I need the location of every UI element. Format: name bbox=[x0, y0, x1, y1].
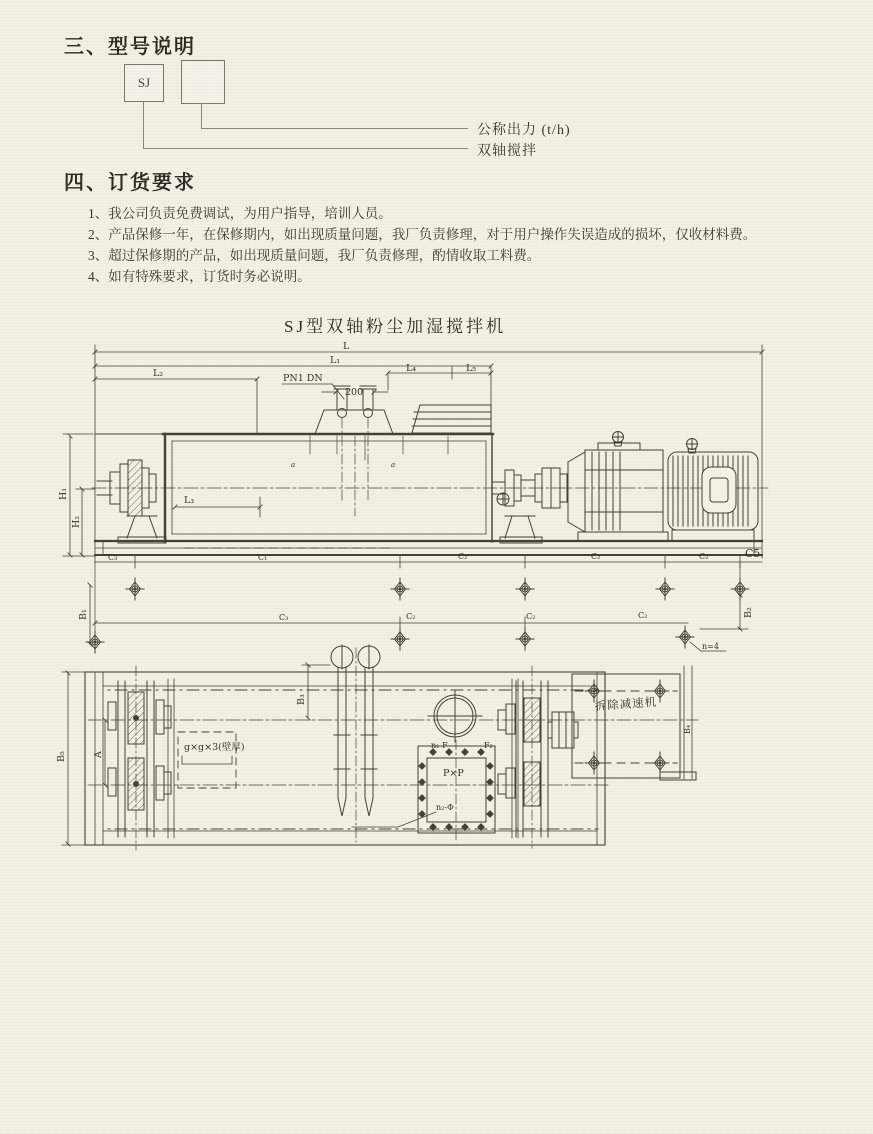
trough-section-note bbox=[178, 732, 245, 788]
dim-label-c: C₂ bbox=[638, 611, 648, 620]
pipe-callout-label: PN1 DN bbox=[283, 373, 323, 384]
dim-label-c: C₂ bbox=[591, 552, 601, 561]
figure-title: SJ型双轴粉尘加湿搅拌机 bbox=[284, 317, 507, 336]
dim-label-c: C₂ bbox=[526, 612, 536, 621]
dim-label-L: L bbox=[343, 341, 350, 352]
inlet-hopper bbox=[315, 410, 393, 434]
section3-title: 三、型号说明 bbox=[64, 36, 196, 58]
section4-title: 四、订货要求 bbox=[64, 172, 196, 194]
dim-label-200: 200 bbox=[345, 387, 364, 398]
plan-view bbox=[56, 645, 698, 850]
model-code: SJ bbox=[137, 75, 151, 90]
left-drive-end bbox=[108, 666, 171, 850]
dim-label-L4: L₄ bbox=[406, 363, 417, 374]
dim-label-c: C₂ bbox=[406, 612, 416, 621]
anchor-count-note: n=4 bbox=[702, 642, 719, 651]
dim-label-L2: L₂ bbox=[153, 368, 164, 379]
dim-label-B1: B₁ bbox=[78, 609, 89, 620]
dim-label-F2: F₂ bbox=[484, 741, 493, 750]
dim-label-L3: L₃ bbox=[184, 495, 195, 506]
bolt-holes-label: n₂-Φ bbox=[436, 803, 454, 812]
dim-label-c: C₂ bbox=[699, 552, 709, 561]
motor bbox=[668, 439, 758, 542]
water-pipes-plan bbox=[331, 645, 380, 842]
reducer-area bbox=[572, 666, 696, 780]
flange-square-label: P×P bbox=[443, 768, 464, 779]
callout-type: 双轴搅拌 bbox=[477, 144, 537, 159]
base-frame bbox=[95, 541, 762, 555]
foundation-plan bbox=[78, 547, 762, 653]
reducer-note-label: 拆除减速机 bbox=[594, 696, 658, 713]
water-inlet-pipes bbox=[334, 386, 376, 516]
wall-note-label: g×g×3(壁厚) bbox=[184, 742, 245, 753]
dim-label-A: A bbox=[93, 751, 104, 758]
requirement-item: 3、超过保修期的产品，如出现质量问题，我厂负责修理，酌情收取工料费。 bbox=[88, 248, 541, 263]
dim-label-c: C₂ bbox=[458, 552, 468, 561]
dim-label-c: C₁ bbox=[258, 553, 268, 562]
gearbox bbox=[568, 432, 668, 542]
dim-label-L1: L₁ bbox=[330, 355, 341, 366]
dim-label-c: C₃ bbox=[279, 613, 289, 622]
callout-capacity: 公称出力 (t/h) bbox=[477, 123, 571, 138]
dim-label-B5: B₅ bbox=[56, 751, 67, 762]
requirement-item: 4、如有特殊要求，订货时务必说明。 bbox=[88, 269, 311, 284]
dim-label-B2: B₂ bbox=[743, 607, 754, 618]
right-drive-end bbox=[498, 666, 548, 848]
flange-circle-label: n₁-F bbox=[431, 741, 448, 750]
coupling-train bbox=[492, 468, 567, 543]
dim-label-B3: B₃ bbox=[296, 694, 307, 705]
weld-mark: a bbox=[391, 461, 396, 469]
requirement-item: 1、我公司负责免费调试，为用户指导，培训人员。 bbox=[88, 206, 392, 221]
plan-coupling bbox=[548, 712, 578, 748]
left-bearing-assembly bbox=[97, 460, 166, 543]
dim-label-B4: B₄ bbox=[683, 724, 692, 734]
dim-label-H2: H₂ bbox=[71, 515, 82, 528]
elevation-view bbox=[58, 341, 768, 563]
requirement-item: 2、产品保修一年，在保修期内，如出现质量问题，我厂负责修理，对于用户操作失误造成的损坏，仅收材料费。 bbox=[88, 227, 757, 242]
weld-mark: a bbox=[291, 461, 296, 469]
inlet-chute bbox=[412, 405, 491, 433]
dim-label-L5: L₅ bbox=[466, 363, 477, 374]
dim-label-H1: H₁ bbox=[58, 487, 69, 500]
dim-label-C5: C5 bbox=[745, 547, 761, 560]
dim-label-c: C₃ bbox=[108, 553, 118, 562]
